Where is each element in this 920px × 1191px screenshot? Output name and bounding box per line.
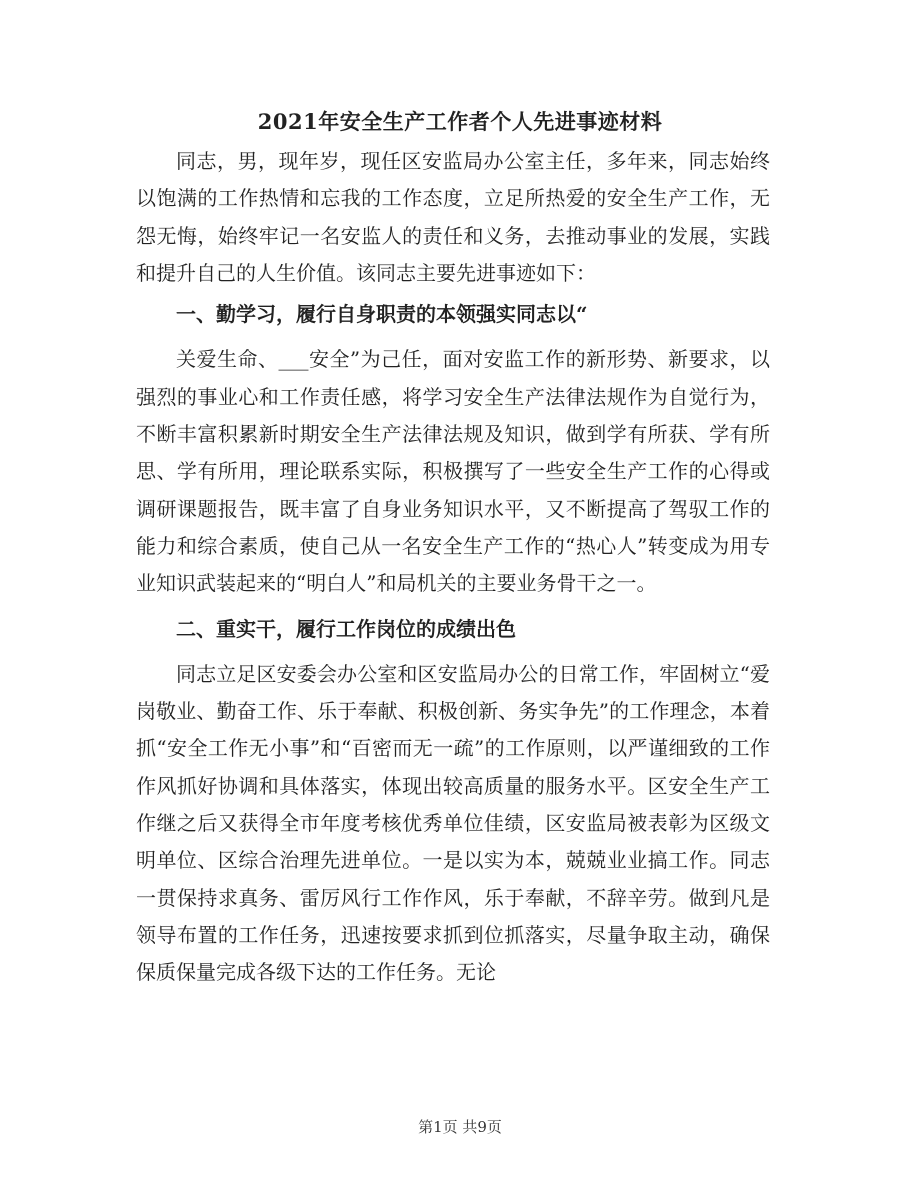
section-heading-1: 一、勤学习，履行自身职责的本领强实同志以“ — [176, 302, 588, 327]
document-body — [136, 143, 770, 992]
page-number-footer: 第1页 共9页 — [418, 1118, 502, 1136]
paragraph-section-1: 关爱生命、___安全”为己任，面对安监工作的新形势、新要求，以强烈的事业心和工作责任感，将学习安全生产法律法规作为自觉行为，不断丰富积累新时期安全生产法律法规及知识，做到学有所获、学有所思、学有所用，理论联系实际，积极撰写了一些安全生产工作的心得或调研课题报告，既丰富了自身业务知识水平，又不断提高了驾驭工作的能力和综合素质，使自己从一名安全生产工作的“热心人”转变成为用专业知识武装起来的“明白人”和局机关的主要业务骨干之一。 — [136, 347, 770, 596]
paragraph-intro: 同志，男，现年岁，现任区安监局办公室主任，多年来，同志始终以饱满的工作热情和忘我的工作态度，立足所热爱的安全生产工作，无怨无悔，始终牢记一名安监人的责任和义务，去推动事业的发展，实践和提升自己的人生价值。该同志主要先进事迹如下： — [136, 149, 770, 285]
document-title: 2021年安全生产工作者个人先进事迹材料 — [257, 109, 663, 134]
paragraph-section-2: 同志立足区安委会办公室和区安监局办公的日常工作，牢固树立“爱岗敬业、勤奋工作、乐于奉献、积极创新、务实争先”的工作理念，本着抓“安全工作无小事”和“百密而无一疏”的工作原则，以严谨细致的工作作风抓好协调和具体落实，体现出较高质量的服务水平。区安全生产工作继之后又获得全市年度考核优秀单位佳绩，区安监局被表彰为区级文明单位、区综合治理先进单位。一是以实为本，兢兢业业搞工作。同志一贯保持求真务、雷厉风行工作作风，乐于奉献，不辞辛劳。做到凡是领导布置的工作任务，迅速按要求抓到位抓落实，尽量争取主动，确保保质保量完成各级下达的工作任务。无论 — [136, 661, 770, 985]
section-heading-2: 二、重实干，履行工作岗位的成绩出色 — [176, 616, 516, 641]
